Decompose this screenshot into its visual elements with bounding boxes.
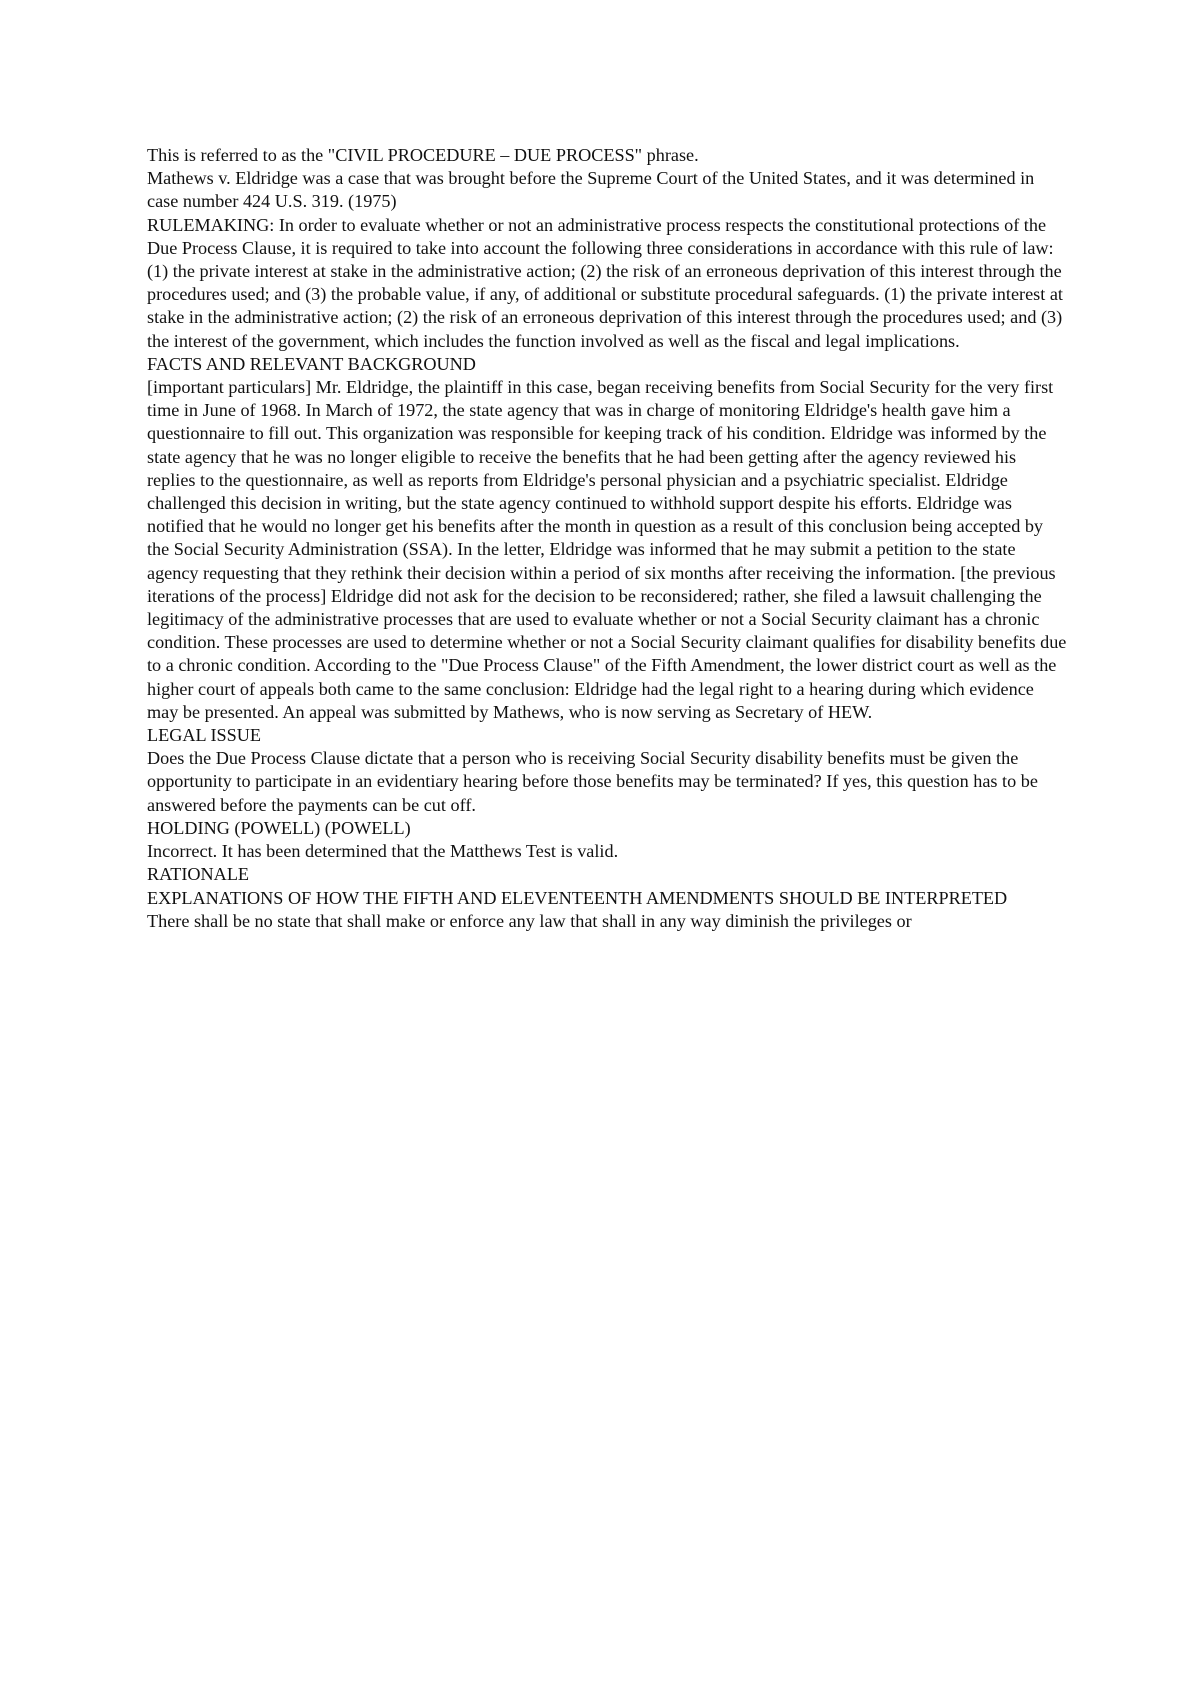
holding-heading: HOLDING (POWELL) (POWELL)	[147, 817, 411, 838]
holding-paragraph: Incorrect. It has been determined that the Matthews Test is valid.	[147, 841, 619, 862]
rationale-heading: RATIONALE	[147, 864, 250, 885]
facts-paragraph: [important particulars] Mr. Eldridge, the plaintiff in this case, began receiving benefits from Social Security for the very first time in June of 1968. In March of 1972, the state agency that was in charge of monitoring Eldridge's health gave him a questionnaire to fill out. This organization was responsible for keeping track of his condition. Eldridge was informed by the state agency that he was no longer eligible to receive the benefits that he had been getting after the agency reviewed his replies to the questionnaire, as well as reports from Eldridge's personal physician and a psychiatric specialist. Eldridge challenged this decision in writing, but the state agency continued to withhold support despite his efforts. Eldridge was notified that he would no longer get his benefits after the month in question as a result of this conclusion being accepted by the Social Security Administration (SSA). In the letter, Eldridge was informed that he may submit a petition to the state agency requesting that they rethink their decision within a period of six months after receiving the information. [the previous iterations of the process] Eldridge did not ask for the decision to be reconsidered; rather, she filed a lawsuit challenging the legitimacy of the administrative processes that are used to evaluate whether or not a Social Security claimant has a chronic condition. These processes are used to determine whether or not a Social Security claimant qualifies for disability benefits due to a chronic condition. According to the "Due Process Clause" of the Fifth Amendment, the lower district court as well as the higher court of appeals both came to the same conclusion: Eldridge had the legal right to a hearing during which evidence may be presented. An appeal was submitted by Mathews, who is now serving as Secretary of HEW.	[147, 377, 1067, 722]
closing-paragraph: There shall be no state that shall make or enforce any law that shall in any way diminish the privileges or	[147, 910, 912, 931]
case-citation-paragraph: Mathews v. Eldridge was a case that was brought before the Supreme Court of the United States, and it was determined in case number 424 U.S. 319. (1975)	[147, 168, 1035, 212]
amendments-heading: EXPLANATIONS OF HOW THE FIFTH AND ELEVENTEENTH AMENDMENTS SHOULD BE INTERPRETED	[147, 887, 1008, 908]
legal-issue-heading: LEGAL ISSUE	[147, 725, 261, 746]
legal-issue-paragraph: Does the Due Process Clause dictate that a person who is receiving Social Security disability benefits must be given the opportunity to participate in an evidentiary hearing before those benefits may be terminated? If yes, this question has to be answered before the payments can be cut off.	[147, 748, 1038, 815]
document-body	[147, 144, 1067, 933]
intro-paragraph: This is referred to as the "CIVIL PROCEDURE – DUE PROCESS" phrase.	[147, 145, 699, 165]
rulemaking-paragraph: RULEMAKING: In order to evaluate whether or not an administrative process respects the constitutional protections of the Due Process Clause, it is required to take into account the following three considerations in accordance with this rule of law: (1) the private interest at stake in the administrative action; (2) the risk of an erroneous deprivation of this interest through the procedures used; and (3) the probable value, if any, of additional or substitute procedural safeguards. (1) the private interest at stake in the administrative action; (2) the risk of an erroneous deprivation of this interest through the procedures used; and (3) the interest of the government, which includes the function involved as well as the fiscal and legal implications.	[147, 214, 1063, 351]
facts-heading: FACTS AND RELEVANT BACKGROUND	[147, 353, 476, 374]
